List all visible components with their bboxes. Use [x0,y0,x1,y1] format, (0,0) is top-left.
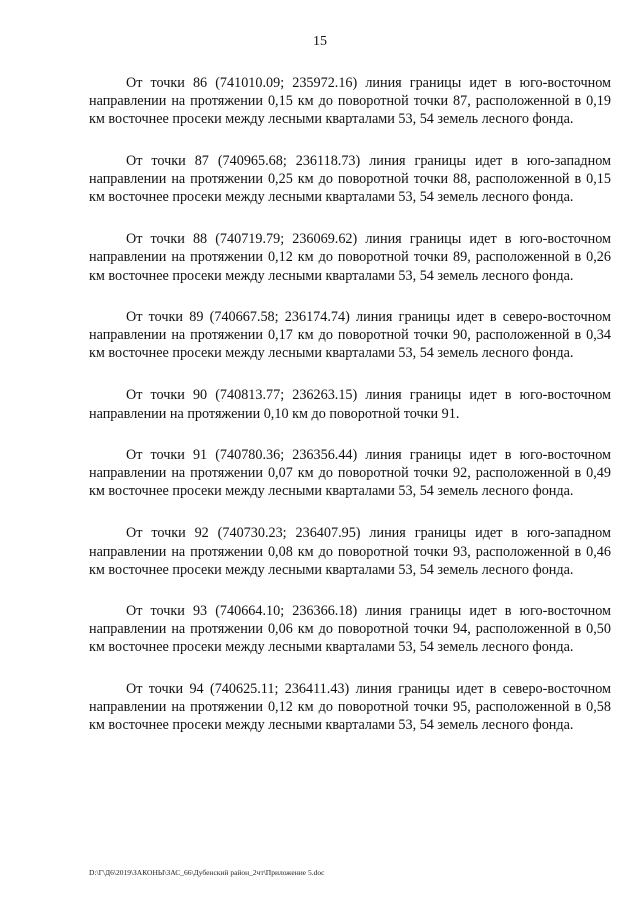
boundary-paragraph-88: От точки 88 (740719.79; 236069.62) линия границы идет в юго-восточном направлении на протяжении 0,12 км до поворотной точки 89, расположенной в 0,26 км восточнее просеки между лесными кварталами 53, 54 земель лесного фонда. [89,231,611,284]
page-number: 15 [313,34,327,49]
boundary-paragraph-90: От точки 90 (740813.77; 236263.15) линия границы идет в юго-восточном направлении на протяжении 0,10 км до поворотной точки 91. [89,387,611,422]
boundary-paragraph-92: От точки 92 (740730.23; 236407.95) линия границы идет в юго-западном направлении на протяжении 0,08 км до поворотной точки 93, расположенной в 0,46 км восточнее просеки между лесными кварталами 53, 54 земель лесного фонда. [89,525,611,578]
boundary-paragraph-93: От точки 93 (740664.10; 236366.18) линия границы идет в юго-восточном направлении на протяжении 0,06 км до поворотной точки 94, расположенной в 0,50 км восточнее просеки между лесными кварталами 53, 54 земель лесного фонда. [89,603,611,656]
boundary-paragraph-89: От точки 89 (740667.58; 236174.74) линия границы идет в северо-восточном направлении на протяжении 0,17 км до поворотной точки 90, расположенной в 0,34 км восточнее просеки между лесными кварталами 53, 54 земель лесного фонда. [89,308,611,362]
boundary-paragraph-87: От точки 87 (740965.68; 236118.73) линия границы идет в юго-западном направлении на протяжении 0,25 км до поворотной точки 88, расположенной в 0,15 км восточнее просеки между лесными кварталами 53, 54 земель лесного фонда. [89,152,611,206]
boundary-paragraph-94: От точки 94 (740625.11; 236411.43) линия границы идет в северо-восточном направлении на протяжении 0,12 км до поворотной точки 95, расположенной в 0,58 км восточнее просеки между лесными кварталами 53, 54 земель лесного фонда. [89,680,611,734]
boundary-paragraph-91: От точки 91 (740780.36; 236356.44) линия границы идет в юго-восточном направлении на протяжении 0,07 км до поворотной точки 92, расположенной в 0,49 км восточнее просеки между лесными кварталами 53, 54 земель лесного фонда. [89,446,611,500]
document-body [89,74,611,757]
footer-file-path: D:\Г\Д6\2019\ЗАКОНЫ\ЗАС_66\Дубенский район_2чт\Приложение 5.doc [89,868,325,877]
boundary-paragraph-86: От точки 86 (741010.09; 235972.16) линия границы идет в юго-восточном направлении на протяжении 0,15 км до поворотной точки 87, расположенной в 0,19 км восточнее просеки между лесными кварталами 53, 54 земель лесного фонда. [89,75,611,128]
